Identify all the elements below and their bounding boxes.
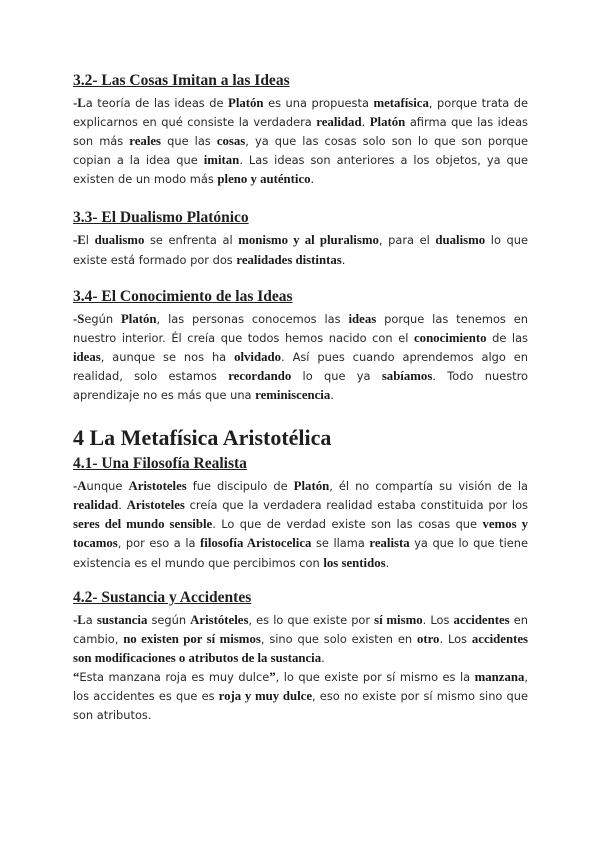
bold-term: sí mismo — [374, 612, 423, 627]
bold-term: conocimiento — [413, 330, 487, 345]
text-run: . — [341, 252, 346, 267]
paragraph — [73, 477, 528, 572]
bold-term: ideas — [348, 311, 377, 326]
bold-term: Aristóteles — [190, 612, 249, 627]
text-run: egún — [84, 311, 121, 326]
text-run: en cambio, — [73, 612, 528, 646]
paragraph — [73, 310, 528, 405]
bold-term: Aristoteles — [126, 498, 185, 513]
text-run: . Lo que de verdad existe son las cosas que — [212, 517, 483, 532]
paragraph — [73, 668, 528, 725]
document-page — [73, 70, 528, 725]
text-run: , ya que las cosas solo son lo que son porque copian a la idea que — [73, 134, 529, 168]
bold-term: -L — [73, 612, 86, 627]
text-run: , los accidentes es que es — [73, 669, 528, 703]
text-run: . — [361, 115, 370, 130]
section-heading-4-2: 4.2- Sustancia y Accidentes — [73, 588, 252, 606]
section-heading-3-4: 3.4- El Conocimiento de las Ideas — [73, 287, 293, 305]
bold-term: accidentes — [453, 612, 510, 627]
paragraph — [73, 94, 528, 189]
text-run: lo que existe está formado por dos — [73, 233, 528, 267]
text-run: , porque trata de explicarnos en qué consiste la verdadera — [73, 96, 528, 130]
text-run: Esta manzana roja es muy dulce — [79, 669, 270, 684]
text-run: , él no compartía su visión de la — [329, 479, 528, 494]
chapter-title: 4 La Metafísica Aristotélica — [73, 425, 332, 451]
bold-term: imitan — [203, 153, 240, 168]
bold-term: Platón — [120, 311, 157, 326]
section-heading-3-3: 3.3- El Dualismo Platónico — [73, 209, 249, 227]
section-heading-4-1: 4.1- Una Filosofía Realista — [73, 455, 247, 473]
bold-term: sabíamos — [381, 368, 433, 383]
bold-term: “ — [73, 669, 80, 684]
bold-term: Platón — [228, 96, 264, 110]
text-run: lo que ya — [291, 368, 382, 383]
text-run: fue discipulo de — [186, 479, 294, 494]
bold-term: Platón — [369, 115, 406, 130]
text-run: . — [118, 498, 127, 513]
text-run: a — [85, 612, 97, 627]
text-run: . — [385, 555, 390, 570]
bold-term: sustancia — [96, 612, 148, 627]
text-run: unque — [86, 479, 129, 494]
text-run: , sino que solo existen en — [260, 631, 417, 646]
text-run: , las personas conocemos las — [156, 311, 349, 326]
bold-term: vemos y tocamos — [73, 517, 528, 551]
bold-term: Platón — [293, 479, 330, 494]
text-run: l — [85, 233, 95, 248]
text-run: . Los — [439, 631, 472, 646]
text-run: creía que la verdadera realidad estaba constituida por los — [184, 498, 528, 513]
text-run: que las — [161, 134, 217, 149]
bold-term: realidades distintas — [236, 252, 342, 267]
bold-term: reminiscencia — [255, 388, 331, 403]
bold-term: reales — [129, 134, 162, 149]
text-run: de las — [486, 330, 528, 345]
text-run: a teoría de las ideas de — [85, 96, 228, 110]
text-run: afirma que las ideas son más — [73, 115, 528, 149]
text-run: , es lo que existe por — [248, 612, 375, 627]
bold-term: manzana — [474, 669, 525, 684]
text-run: . Las ideas son anteriores a los objetos, ya que existen de un modo más — [73, 153, 528, 187]
bold-term: -E — [73, 233, 86, 248]
text-run: es una propuesta — [263, 96, 374, 110]
bold-term: cosas — [216, 134, 246, 149]
bold-term: -L — [73, 96, 86, 110]
bold-term: Aristoteles — [128, 479, 187, 494]
bold-term: otro — [416, 631, 440, 646]
bold-term: dualismo — [94, 233, 145, 248]
bold-term: realidad — [316, 115, 362, 130]
bold-term: ideas — [73, 349, 101, 364]
bold-term: realidad — [73, 498, 119, 513]
text-run: . Así pues cuando aprendemos algo en realidad, solo estamos — [73, 349, 528, 383]
text-run: ya que lo que tiene existencia es el mundo que percibimos con — [73, 536, 528, 570]
bold-term: no existen por sí mismos — [123, 631, 261, 646]
text-run: , aunque se nos ha — [100, 349, 235, 364]
bold-term: seres del mundo sensible — [73, 517, 213, 532]
bold-term: -S — [73, 311, 85, 326]
text-run: . — [321, 650, 325, 665]
text-run: , para el — [378, 233, 436, 248]
text-run: porque las tenemos en nuestro interior. Él creía que todos hemos nacido con el — [73, 311, 528, 345]
bold-term: monismo y al pluralismo — [238, 233, 379, 248]
text-run: , por eso a la — [117, 536, 200, 551]
paragraph — [73, 231, 528, 269]
bold-term: realista — [369, 536, 410, 551]
paragraph — [73, 611, 528, 668]
text-run: según — [147, 612, 191, 627]
bold-term: roja y muy dulce — [218, 688, 313, 703]
text-run: , lo que existe por sí mismo es la — [275, 669, 475, 684]
bold-term: dualismo — [435, 233, 486, 248]
text-run: . Todo nuestro aprendizaje no es más que una — [73, 368, 528, 403]
text-run: , eso no existe por sí mismo sino que son atributos. — [73, 688, 528, 723]
bold-term: filosofía Aristocelica — [200, 536, 312, 551]
text-run: . — [310, 172, 315, 187]
bold-term: ” — [269, 669, 276, 684]
text-run: se llama — [311, 536, 370, 551]
text-run: se enfrenta al — [144, 233, 239, 248]
bold-term: los sentidos — [323, 555, 386, 570]
bold-term: pleno y auténtico — [217, 172, 311, 187]
bold-term: -A — [73, 479, 87, 494]
bold-term: metafísica — [373, 96, 429, 110]
text-run: . — [330, 388, 334, 403]
bold-term: accidentes son modificaciones o atributos de la sustancia — [73, 631, 529, 665]
text-run: . Los — [422, 612, 454, 627]
bold-term: recordando — [228, 368, 292, 383]
section-heading-3-2: 3.2- Las Cosas Imitan a las Ideas — [73, 72, 290, 89]
bold-term: olvidado — [234, 349, 282, 364]
